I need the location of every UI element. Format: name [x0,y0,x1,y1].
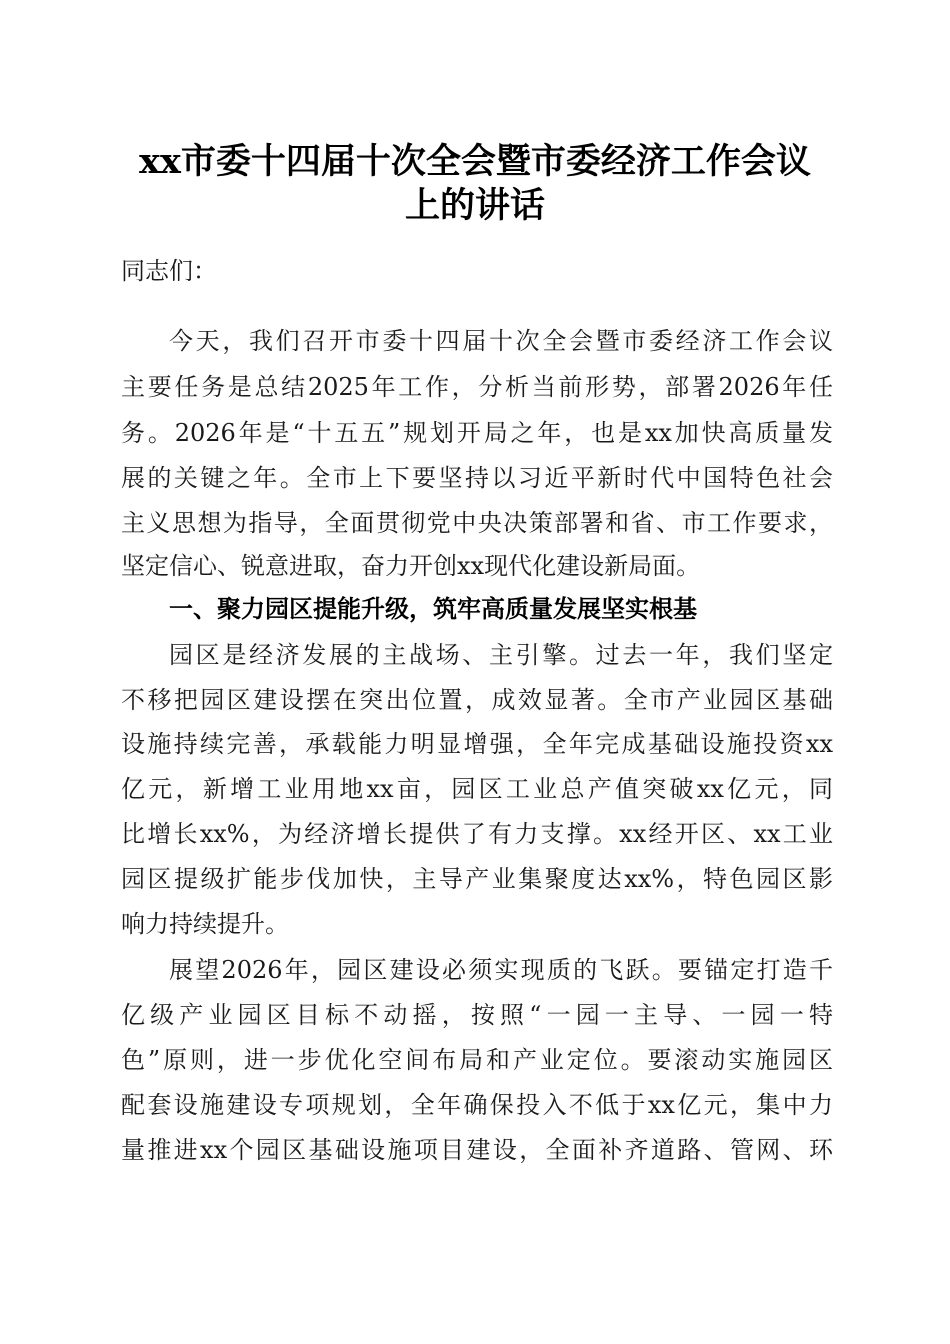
document-title-line-1: xx市委十四届十次全会暨市委经济工作会议 [139,141,811,182]
paragraph-2-line: 园区是经济发展的主战场、主引擎。过去一年，我们坚定 [169,641,833,669]
paragraph-2-line: 园区提级扩能步伐加快，主导产业集聚度达xx%，特色园区影 [121,865,833,893]
paragraph-1-line: 展的关键之年。全市上下要坚持以习近平新时代中国特色社会 [121,464,833,492]
paragraph-2-line: 亿元，新增工业用地xx亩，园区工业总产值突破xx亿元，同 [121,775,833,803]
paragraph-1-line: 今天，我们召开市委十四届十次全会暨市委经济工作会议 [169,327,833,355]
document-title-line-2: 上的讲话 [404,185,545,226]
paragraph-3-line: 配套设施建设专项规划，全年确保投入不低于xx亿元，集中力 [121,1091,833,1119]
paragraph-2-line: 响力持续提升。 [121,910,289,938]
paragraph-2-line: 比增长xx%，为经济增长提供了有力支撑。xx经开区、xx工业 [121,820,833,848]
paragraph-2-line: 设施持续完善，承载能力明显增强，全年完成基础设施投资xx [121,730,833,758]
paragraph-1-line: 坚定信心、锐意进取，奋力开创xx现代化建设新局面。 [121,552,701,580]
paragraph-3-line: 色”原则，进一步优化空间布局和产业定位。要滚动实施园区 [121,1046,833,1074]
paragraph-3-line: 亿级产业园区目标不动摇，按照“一园一主导、一园一特 [121,1001,833,1029]
paragraph-1-line: 务。2026年是“十五五”规划开局之年，也是xx加快高质量发 [121,419,833,447]
paragraph-3-line: 量推进xx个园区基础设施项目建设，全面补齐道路、管网、环 [121,1136,833,1164]
salutation: 同志们： [121,257,217,285]
paragraph-1-line: 主义思想为指导，全面贯彻党中央决策部署和省、市工作要求， [121,509,833,537]
paragraph-2-line: 不移把园区建设摆在突出位置，成效显著。全市产业园区基础 [121,686,833,714]
paragraph-3-line: 展望2026年，园区建设必须实现质的飞跃。要锚定打造千 [169,956,833,984]
section-1-heading: 一、聚力园区提能升级，筑牢高质量发展坚实根基 [169,595,697,623]
paragraph-1-line: 主要任务是总结2025年工作，分析当前形势，部署2026年任 [121,373,833,401]
